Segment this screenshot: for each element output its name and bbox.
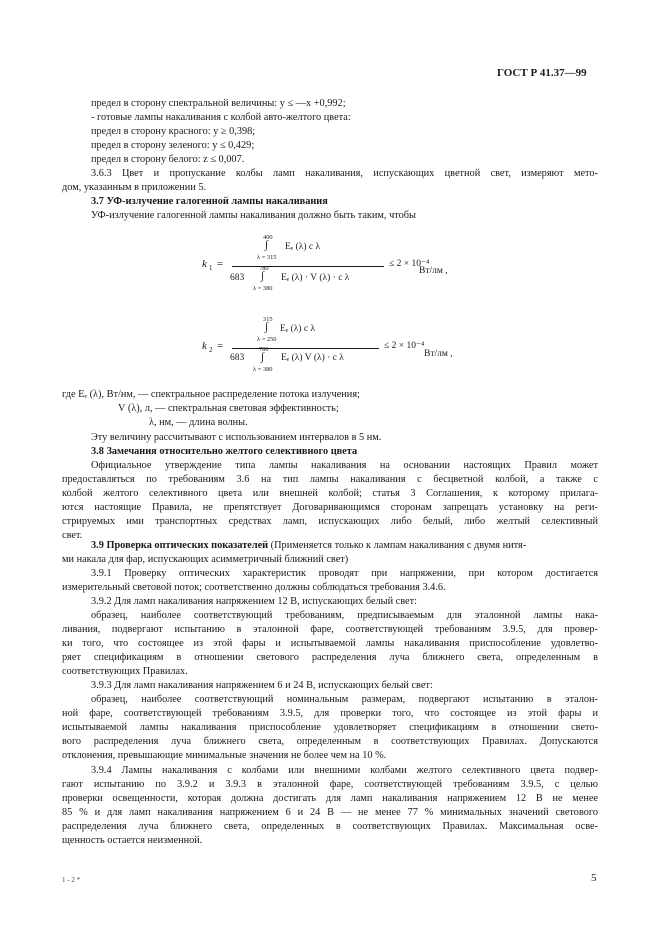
inequality: ≤ 2 × 10⁻⁴ xyxy=(384,341,425,351)
section-38-line: свет. xyxy=(62,530,83,541)
lower-limit: λ = 380 xyxy=(253,366,273,373)
paragraph-394-line: гают испытанию по 3.9.2 и 3.9.3 в эталонной фаре, соответствующей требованиям 3.9.5, с целью xyxy=(62,779,598,790)
paragraph-394-line: щенность остается неизменной. xyxy=(62,835,203,846)
text-line: предел в сторону спектральной величины: y ≤ —x +0,992; xyxy=(91,98,346,109)
document-code: ГОСТ Р 41.37—99 xyxy=(497,67,587,79)
upper-limit: 780 xyxy=(259,265,269,272)
paragraph-392-line: ливания, подвергают испытанию в эталонной фаре, соответствующей требованиям 3.9.5, для провер- xyxy=(62,624,598,635)
section-39-title: 3.9 Проверка оптических показателей xyxy=(91,540,269,551)
inequality: ≤ 2 × 10⁻⁴ xyxy=(389,259,430,269)
paragraph-393-line: вого распределения луча ближнего света, определенным в соответствующих Правилах. Допускаются xyxy=(62,736,598,747)
paragraph-392-line: ки того, что состоящее из этой фары и испытываемой лампы накаливания приспособление удовлетво- xyxy=(62,638,598,649)
paragraph-393-line: отклонения, превышающие минимальные значения не более чем на 10 %. xyxy=(62,750,387,761)
numerator-expression: Eₑ (λ) с λ xyxy=(285,242,321,252)
where-line: λ, нм, — длина волны. xyxy=(149,417,248,428)
integral-sign: ∫ xyxy=(265,321,269,333)
interval-note: Эту величину рассчитывают с использованием интервалов в 5 нм. xyxy=(91,432,382,443)
denominator-constant: 683 xyxy=(230,353,245,363)
lower-limit: λ = 250 xyxy=(257,336,277,343)
page-number: 5 xyxy=(591,872,597,884)
denominator-constant: 683 xyxy=(230,273,245,283)
section-38-line: Официальное утверждение типа лампы накаливания на основании настоящих Правил может xyxy=(91,460,598,471)
paragraph-394-line: 3.9.4 Лампы накаливания с колбами или внешними колбами желтого селективного цвета подвер- xyxy=(91,765,598,776)
upper-limit: 780 xyxy=(259,346,269,353)
text-line: предел в сторону красного: y ≥ 0,398; xyxy=(91,126,256,137)
text-line: предел в сторону зеленого: y ≤ 0,429; xyxy=(91,140,255,151)
formula-equals: = xyxy=(217,258,224,270)
paragraph-394-line: распределения луча ближнего света, определенных в соответствующих Правилах. Максимальная осве- xyxy=(62,821,598,832)
paragraph-393-line: 3.9.3 Для ламп накаливания напряжением 6 и 24 В, испускающих белый свет: xyxy=(91,680,433,691)
integral-sign: ∫ xyxy=(261,351,265,363)
paragraph-392-line: соответствующих Правилах. xyxy=(62,666,188,677)
numerator-expression: Eₑ (λ) с λ xyxy=(280,324,316,334)
upper-limit: 400 xyxy=(263,234,273,241)
section-37-title: 3.7 УФ-излучение галогенной лампы накаливания xyxy=(91,196,328,207)
paragraph-363-line: 3.6.3 Цвет и пропускание колбы ламп накаливания, испускающих цветной свет, измеряют мето- xyxy=(91,168,598,179)
section-38-line: предоставляться по требованиям 3.6 на тип лампы накаливания с бесцветной колбой, а также с xyxy=(62,474,598,485)
section-39-title-rest: (Применяется только к лампам накаливания с двумя нитя- xyxy=(268,540,527,551)
section-37-text: УФ-излучение галогенной лампы накаливания должно быть таким, чтобы xyxy=(91,210,416,221)
where-line: V (λ), л, — спектральная световая эффективность; xyxy=(118,403,339,414)
paragraph-363-line: дом, указанным в приложении 5. xyxy=(62,182,207,193)
section-38-title: 3.8 Замечания относительно желтого селективного цвета xyxy=(91,446,358,457)
unit: Вт/лм , xyxy=(424,349,453,359)
section-38-line: ются настоящие Правила, не препятствует Договаривающимся сторонам запрещать установку на реги- xyxy=(62,502,598,513)
lower-limit: λ = 380 xyxy=(253,285,273,292)
upper-limit: 315 xyxy=(263,316,273,323)
text-line: предел в сторону белого: z ≤ 0,007. xyxy=(91,154,245,165)
fraction-line xyxy=(232,266,384,267)
paragraph-393-line: ной фаре, соответствующей требованиям 3.9.5, для проверки того, что состоящее из этой фары и xyxy=(62,708,598,719)
formula-subscript: 2 xyxy=(209,346,213,354)
paragraph-391-line: 3.9.1 Проверку оптических характеристик проводят при напряжении, при котором достигается xyxy=(91,568,598,579)
text-line: - готовые лампы накаливания с колбой авто-желтого цвета: xyxy=(91,112,351,123)
footer-mark: 1 - 2 * xyxy=(62,876,81,884)
formula-equals: = xyxy=(217,340,224,352)
paragraph-391-line: измерительный световой поток; соответственно должны соблюдаться требования 3.4.6. xyxy=(62,582,446,593)
denominator-expression: Eₑ (λ) V (λ) · с λ xyxy=(281,353,344,363)
paragraph-393-line: образец, наиболее соответствующий номинальным размерам, подвергают испытанию в эталон- xyxy=(91,694,598,705)
paragraph-394-line: 85 % и для ламп накаливания напряжением 6 и 24 В — не менее 77 % минимальных значений светового xyxy=(62,807,598,818)
paragraph-394-line: проверки освещенности, которая должна достигать для ламп накаливания напряжением 12 В не менее xyxy=(62,793,598,804)
section-38-line: стрируемых ими транспортных средствах ламп, испускающих либо белый, либо желтый селективный xyxy=(62,516,598,527)
paragraph-392-line: 3.9.2 Для ламп накаливания напряжением 12 В, испускающих белый свет: xyxy=(91,596,417,607)
section-39-line: ми накала для фар, испускающих асимметричный ближний свет) xyxy=(62,554,349,565)
unit: Вт/лм , xyxy=(419,266,448,276)
paragraph-392-line: образец, наиболее соответствующий требованиям, предписываемым для эталонной лампы нака- xyxy=(91,610,598,621)
fraction-line xyxy=(232,348,379,349)
denominator-expression: Eₑ (λ) · V (λ) · с λ xyxy=(281,273,350,283)
section-39-heading xyxy=(91,539,598,552)
formula-subscript: 1 xyxy=(209,264,213,272)
integral-sign: ∫ xyxy=(265,239,269,251)
formula-variable: k xyxy=(202,340,207,352)
paragraph-393-line: испытываемой лампы накаливания приспособление удовлетворяет спецификациям в отношении свето- xyxy=(62,722,598,733)
integral-sign: ∫ xyxy=(261,270,265,282)
section-38-line: колбой желтого селективного цвета или внешней колбой; статья 3 Соглашения, к которому прилага- xyxy=(62,488,598,499)
paragraph-392-line: ряет спецификациям в отношении светового распределения луча ближнего света, определенным в xyxy=(62,652,598,663)
lower-limit: λ = 315 xyxy=(257,254,277,261)
where-line: где Eₑ (λ), Вт/нм, — спектральное распределение потока излучения; xyxy=(62,389,360,400)
formula-variable: k xyxy=(202,258,207,270)
